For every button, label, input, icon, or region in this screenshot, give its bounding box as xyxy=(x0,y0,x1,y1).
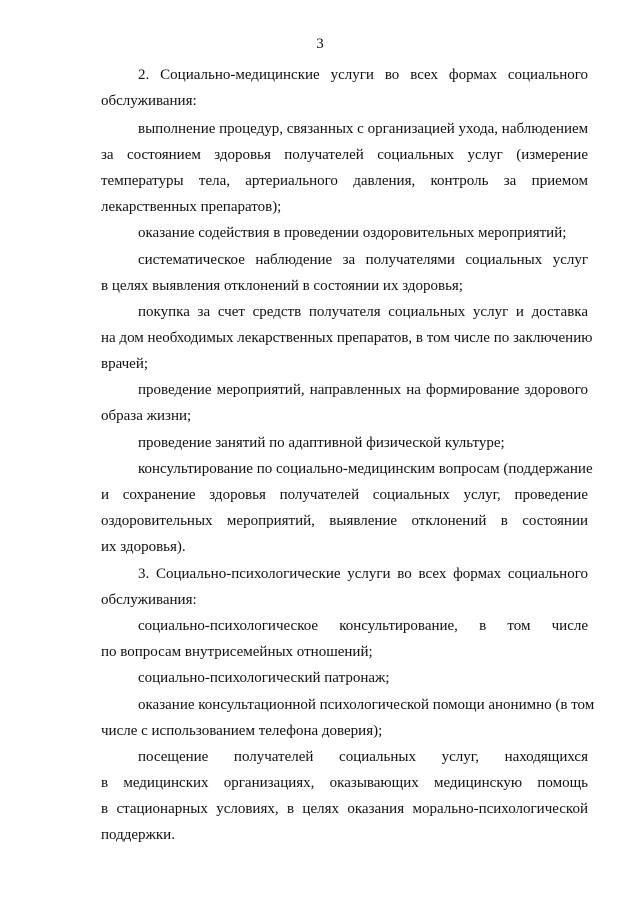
text-line: в стационарных условиях, в целях оказания морально-психологической xyxy=(101,801,588,817)
text-line: проведение занятий по адаптивной физической культуре; xyxy=(138,435,505,451)
text-line: числе с использованием телефона доверия); xyxy=(101,723,383,739)
text-line: консультирование по социально-медицинским вопросам (поддержание xyxy=(138,461,593,477)
text-line: их здоровья). xyxy=(101,539,186,555)
text-line: оказание консультационной психологической помощи анонимно (в том xyxy=(138,697,595,713)
text-line: врачей; xyxy=(101,356,149,372)
text-line: посещение получателей социальных услуг, находящихся xyxy=(138,749,588,765)
page-number: 3 xyxy=(316,36,324,52)
text-line: на дом необходимых лекарственных препаратов, в том числе по заключению xyxy=(101,330,593,346)
text-line: поддержки. xyxy=(101,827,175,843)
text-line: образа жизни; xyxy=(101,408,192,424)
text-line: оздоровительных мероприятий, выявление отклонений в состоянии xyxy=(101,513,588,529)
text-line: социально-психологическое консультирование, в том числе xyxy=(138,618,588,634)
text-line: по вопросам внутрисемейных отношений; xyxy=(101,644,373,660)
text-line: покупка за счет средств получателя социальных услуг и доставка xyxy=(138,304,588,320)
section-3-heading: 3. Социально-психологические услуги во всех формах социального xyxy=(138,566,588,582)
text-line: систематическое наблюдение за получателями социальных услуг xyxy=(138,252,588,268)
text-line: оказание содействия в проведении оздоровительных мероприятий; xyxy=(138,225,567,241)
text-line: за состоянием здоровья получателей социальных услуг (измерение xyxy=(101,147,588,163)
text-line: выполнение процедур, связанных с организацией ухода, наблюдением xyxy=(138,121,589,137)
text-line: социально-психологический патронаж; xyxy=(138,670,390,686)
text-line: и сохранение здоровья получателей социальных услуг, проведение xyxy=(101,487,588,503)
text-line: проведение мероприятий, направленных на формирование здорового xyxy=(138,382,588,398)
text-line: температуры тела, артериального давления, контроль за приемом xyxy=(101,173,588,189)
text-line: в целях выявления отклонений в состоянии их здоровья; xyxy=(101,278,463,294)
text-line: обслуживания: xyxy=(101,93,197,109)
section-2-heading: 2. Социально-медицинские услуги во всех формах социального xyxy=(138,67,588,83)
text-line: лекарственных препаратов); xyxy=(101,199,282,215)
text-line: обслуживания: xyxy=(101,592,197,608)
text-line: в медицинских организациях, оказывающих медицинскую помощь xyxy=(101,775,588,791)
